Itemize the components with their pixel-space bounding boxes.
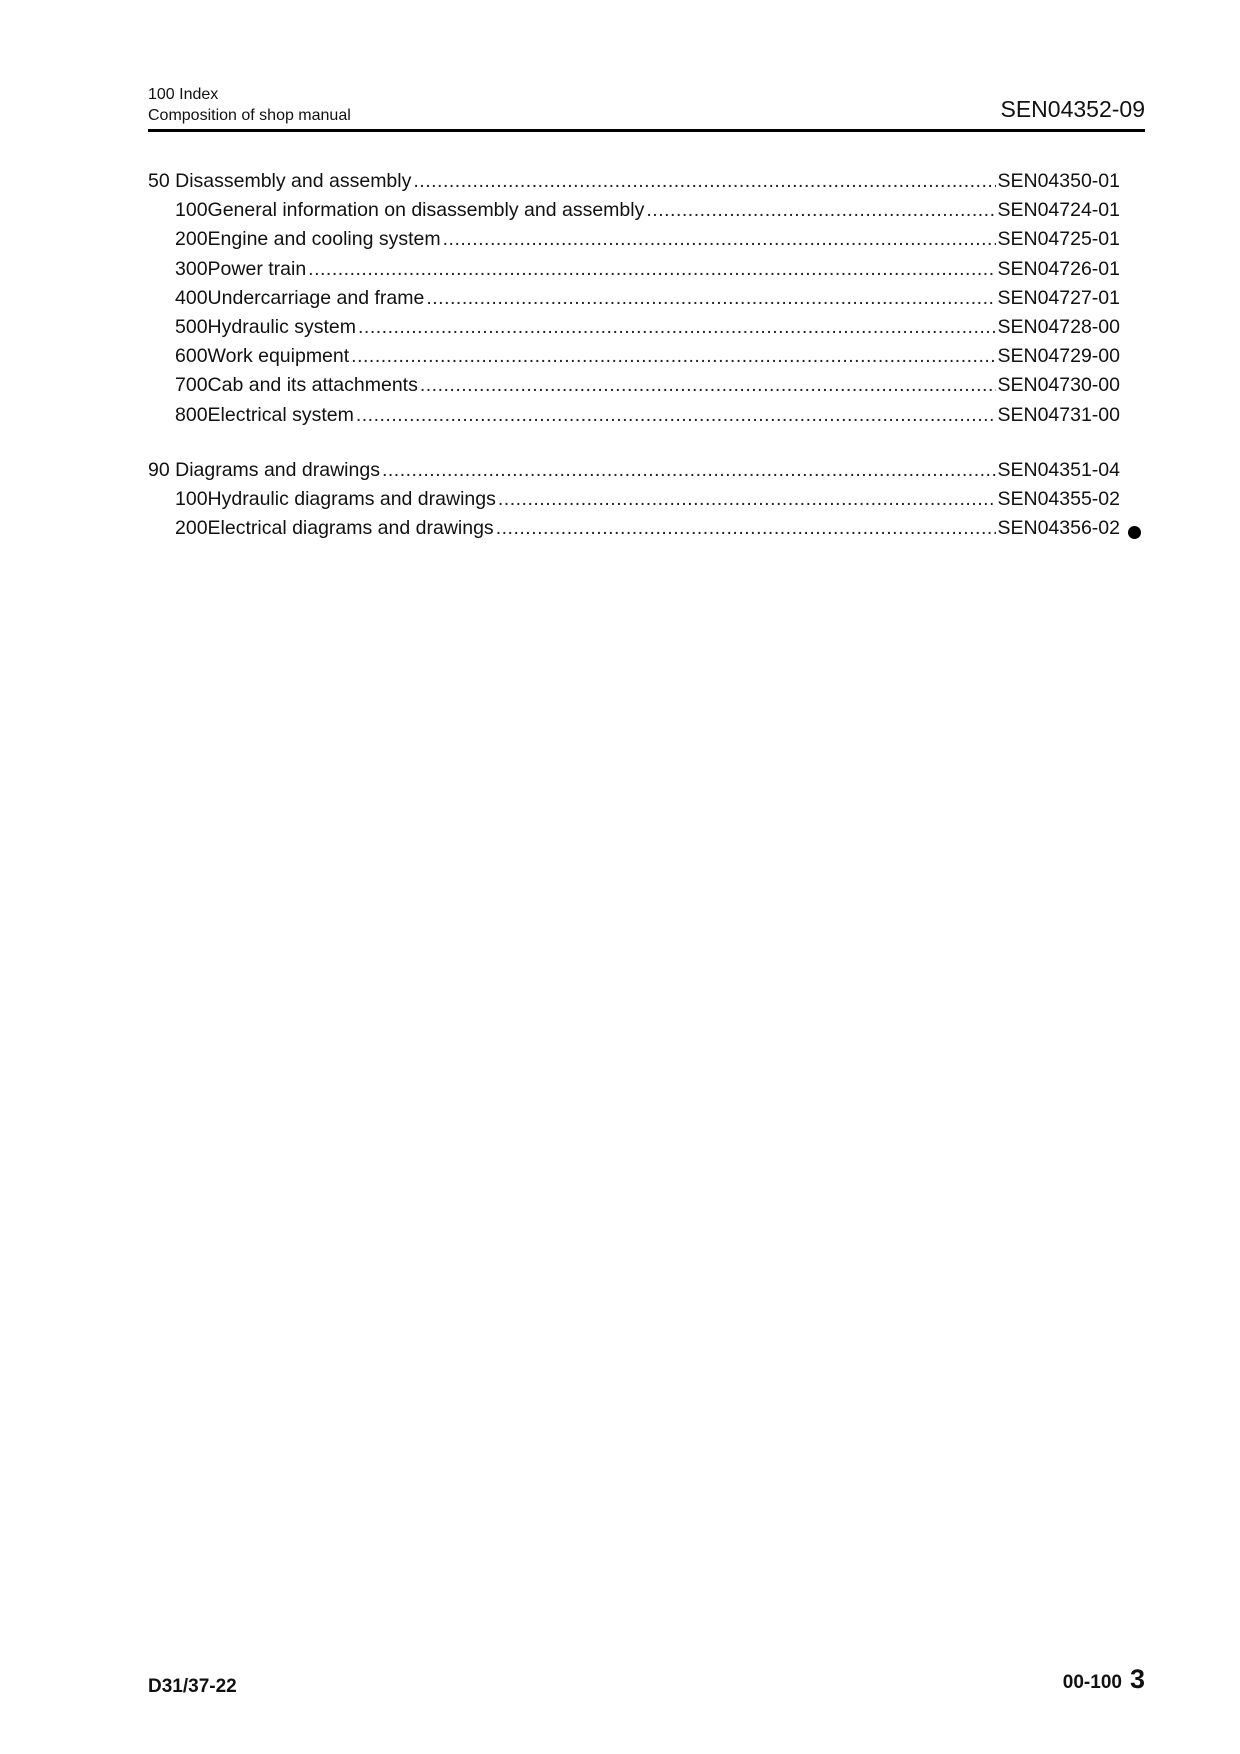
toc-ref: SEN04350-01 [997, 170, 1120, 192]
toc-section-row[interactable] [148, 459, 1120, 488]
toc-entry-number: 100 [175, 487, 208, 510]
toc-section-title: 50 Disassembly and assembly [148, 170, 412, 192]
table-of-contents [148, 170, 1120, 546]
toc-entry-row[interactable] [148, 517, 1120, 546]
toc-entry-row[interactable] [148, 488, 1120, 517]
toc-ref: SEN04351-04 [997, 458, 1120, 481]
toc-entry-row[interactable] [148, 374, 1120, 403]
leader-dots [420, 374, 997, 397]
toc-entry-number: 200 [175, 228, 208, 251]
leader-dots [382, 459, 997, 482]
toc-entry-row[interactable] [148, 199, 1120, 228]
revision-bullet-icon [1128, 526, 1141, 539]
toc-entry-title: Cab and its attachments [207, 374, 418, 397]
leader-dots [426, 287, 996, 310]
toc-section-row[interactable] [148, 170, 1120, 199]
toc-entry-row[interactable] [148, 345, 1120, 374]
header-rule [148, 129, 1145, 132]
toc-ref: SEN04731-00 [997, 403, 1120, 426]
page-header [148, 84, 1145, 126]
toc-entry-title: Hydraulic diagrams and drawings [207, 487, 496, 510]
toc-ref: SEN04724-01 [997, 199, 1120, 222]
leader-dots [351, 345, 996, 368]
leader-dots [443, 228, 997, 251]
leader-dots [496, 517, 997, 540]
section-spacer [148, 433, 1120, 459]
toc-ref: SEN04727-01 [997, 286, 1120, 309]
toc-entry-row[interactable] [148, 404, 1120, 433]
toc-entry-row[interactable] [148, 316, 1120, 345]
leader-dots [498, 488, 997, 511]
toc-ref: SEN04356-02 [997, 517, 1120, 540]
toc-entry-number: 400 [175, 286, 208, 309]
section-number: 00-100 [1062, 1672, 1122, 1693]
leader-dots [356, 404, 997, 427]
toc-entry-number: 500 [175, 315, 208, 338]
toc-entry-title: Undercarriage and frame [207, 286, 425, 309]
toc-entry-number: 600 [175, 345, 208, 368]
toc-ref: SEN04725-01 [997, 228, 1120, 251]
leader-dots [646, 199, 996, 222]
toc-entry-number: 700 [175, 374, 208, 397]
toc-entry-row[interactable] [148, 228, 1120, 257]
toc-entry-title: Work equipment [207, 345, 350, 368]
toc-entry-number: 100 [175, 199, 208, 222]
toc-entry-title: Hydraulic system [207, 315, 356, 338]
toc-entry-row[interactable] [148, 258, 1120, 287]
toc-entry-title: Electrical diagrams and drawings [207, 517, 494, 540]
toc-ref: SEN04729-00 [997, 345, 1120, 368]
toc-ref: SEN04730-00 [997, 374, 1120, 397]
toc-entry-number: 800 [175, 403, 208, 426]
toc-entry-number: 200 [175, 517, 208, 540]
page-number: 3 [1129, 1664, 1145, 1694]
header-chapter: 100 Index [148, 86, 219, 103]
toc-entry-title: General information on disassembly and assembly [207, 199, 645, 222]
leader-dots [413, 170, 996, 193]
toc-ref: SEN04728-00 [997, 315, 1120, 338]
toc-entry-title: Power train [207, 257, 307, 280]
leader-dots [308, 258, 996, 281]
toc-ref: SEN04726-01 [997, 257, 1120, 280]
page-number-block [1063, 1664, 1145, 1695]
model-number: D31/37-22 [148, 1676, 237, 1697]
header-titles [148, 84, 1145, 126]
toc-entry-title: Electrical system [207, 403, 354, 426]
toc-ref: SEN04355-02 [997, 487, 1120, 510]
document-code: SEN04352-09 [1000, 96, 1145, 122]
toc-entry-row[interactable] [148, 287, 1120, 316]
toc-section-title: 90 Diagrams and drawings [148, 458, 380, 481]
leader-dots [358, 316, 996, 339]
toc-entry-title: Engine and cooling system [207, 228, 441, 251]
toc-entry-number: 300 [175, 257, 208, 280]
header-subtitle: Composition of shop manual [148, 107, 351, 124]
